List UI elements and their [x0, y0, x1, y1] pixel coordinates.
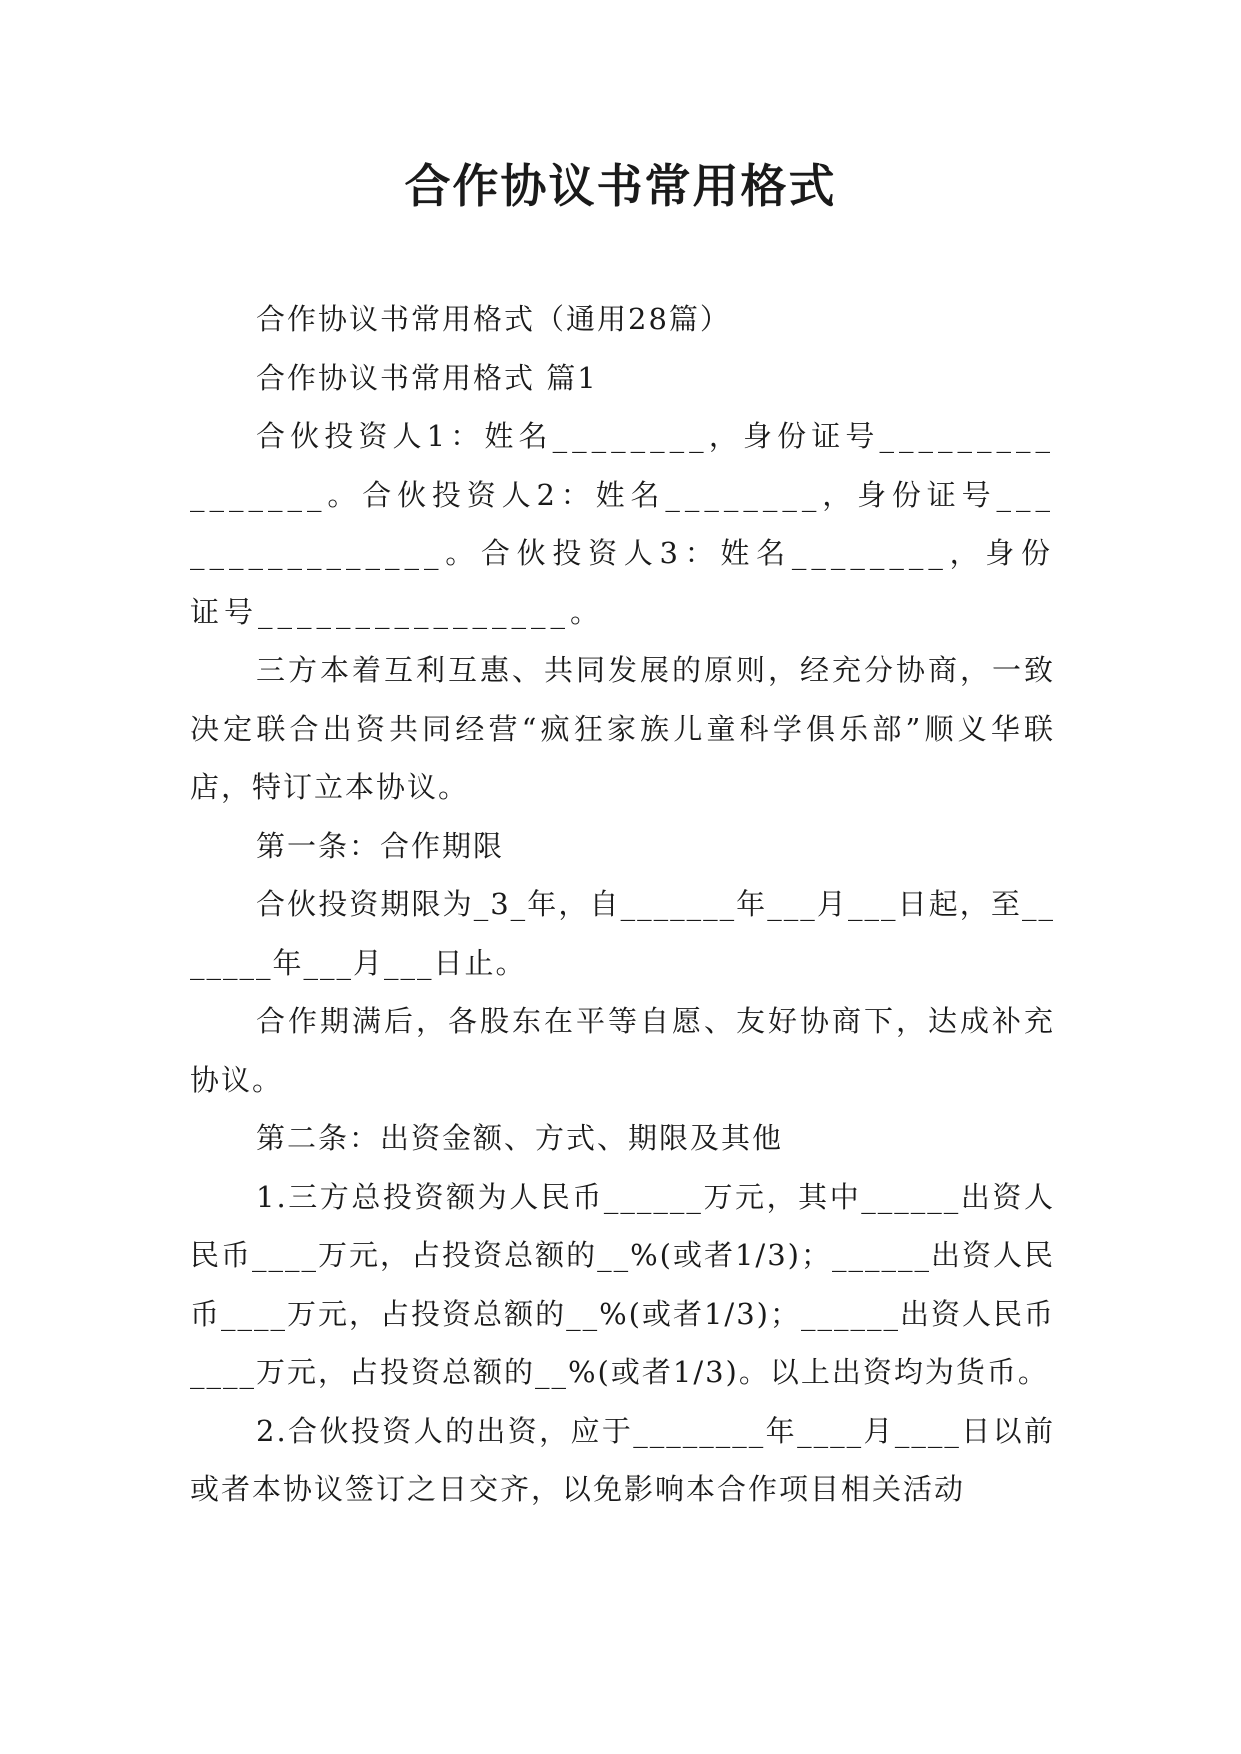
paragraph-term-expiry: 合作期满后，各股东在平等自愿、友好协商下，达成补充协议。: [190, 1004, 1055, 1097]
section-heading: 合作协议书常用格式 篇1: [256, 360, 598, 395]
article-heading-1: 第一条：合作期限: [256, 828, 505, 863]
document-title: 合作协议书常用格式: [404, 159, 837, 213]
paragraph-investors: 合伙投资人1：姓名________，身份证号________________。合伙投资人2：姓名________，身份证号________________。合伙投资人3：姓名________，身份证号________________。: [190, 419, 1055, 629]
paragraph-investment-amount: 1.三方总投资额为人民币______万元，其中______出资人民币____万元，占投资总额的__%(或者1/3)；______出资人民币____万元，占投资总额的__%(或者1/3)；______出资人民币____万元，占投资总额的__%(或者1/3)。以上出资均为货币。: [190, 1179, 1055, 1389]
document-body: [190, 290, 1055, 1519]
paragraph-investment-deadline: 2.合伙投资人的出资，应于________年____月____日以前或者本协议签订之日交齐，以免影响本合作项目相关活动: [190, 1413, 1055, 1506]
paragraph-term: 合伙投资期限为_3_年，自_______年___月___日起，至_______年___月___日止。: [190, 887, 1055, 980]
paragraph-principle: 三方本着互利互惠、共同发展的原则，经充分协商，一致决定联合出资共同经营“疯狂家族儿童科学俱乐部”顺义华联店，特订立本协议。: [190, 653, 1055, 804]
article-heading-2: 第二条：出资金额、方式、期限及其他: [256, 1121, 784, 1155]
doc-subtitle: 合作协议书常用格式（通用28篇）: [256, 302, 731, 336]
